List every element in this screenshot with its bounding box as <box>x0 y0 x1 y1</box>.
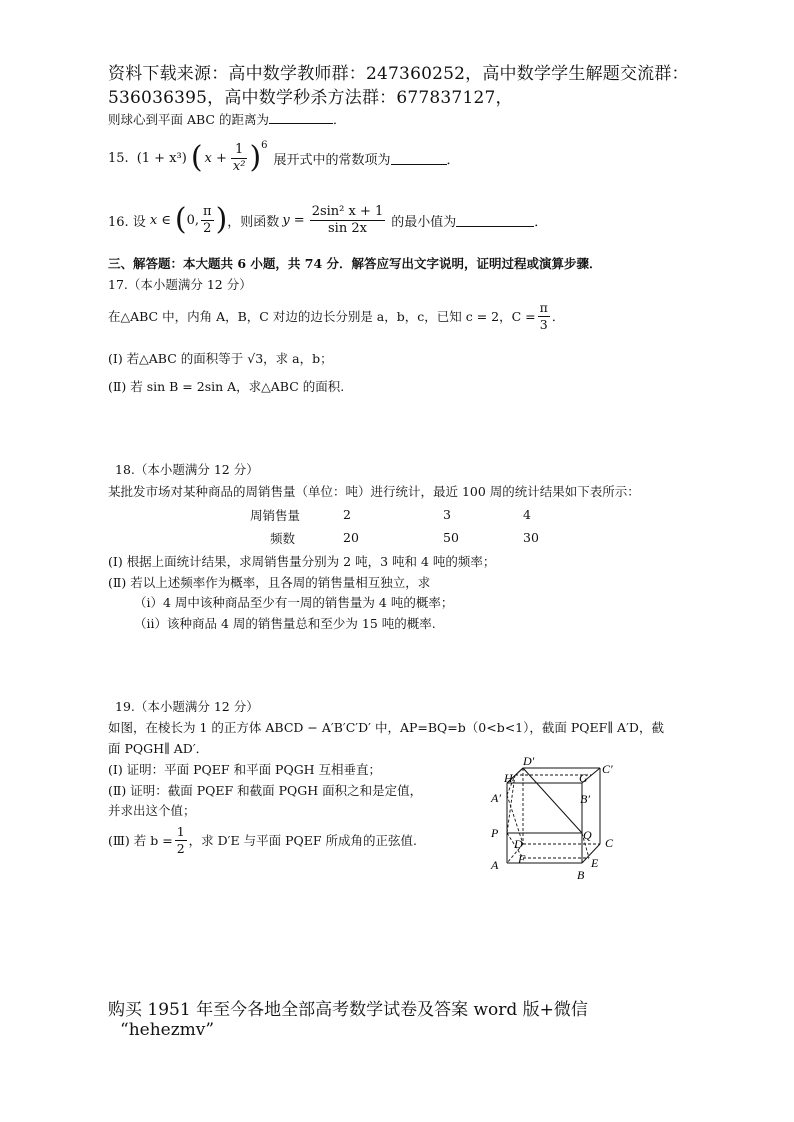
table-cell: 周销售量 <box>250 507 301 523</box>
q15-answer-blank <box>391 152 447 165</box>
question-15: 15. (1 + x³) ( x + $\frac{1}{\text{x²}}$ ) 6 展开式中的常数项为 ． <box>108 140 460 175</box>
header-line-1: 资料下载来源：高中数学教师群：247360252，高中数学学生解题交流群： <box>108 64 689 84</box>
table-cell: 4 <box>523 507 531 522</box>
label-Cp: C′ <box>602 762 613 776</box>
label-E: E <box>591 856 599 870</box>
q16-pi-fraction <box>201 204 214 237</box>
table-cell: 3 <box>443 507 451 522</box>
q16-answer-blank <box>456 214 534 227</box>
q19-part-2a: (Ⅱ) 证明：截面 PQEF 和截面 PQGH 面积之和是定值， <box>108 783 423 798</box>
q15-power: 6 <box>261 140 268 151</box>
q17-c-fraction <box>538 300 550 333</box>
q16-mid: ，则函数 <box>227 214 280 230</box>
label-G: G <box>579 771 588 785</box>
q19-b-den: 2 <box>176 840 185 856</box>
footer-line-2: “hehezmv” <box>120 1020 215 1040</box>
q19-stem-1: 如图，在棱长为 1 的正方体 ABCD − A′B′C′D′ 中，AP=BQ=b（0<b<1），截面 PQEF∥ A′D，截 <box>108 720 664 735</box>
q16-function-fraction <box>310 204 386 237</box>
q18-part-1: (Ⅰ) 根据上面统计结果，求周销售量分别为 2 吨，3 吨和 4 吨的频率； <box>108 554 496 569</box>
q17-stem <box>108 295 564 337</box>
section-3-heading: 三、解答题：本大题共 6 小题，共 74 分．解答应写出文字说明，证明过程或演算步骤． <box>108 256 602 271</box>
label-Dp: D′ <box>523 755 535 768</box>
q16-func-num: 2sin² x + 1 <box>311 203 384 219</box>
q17-c-den: 3 <box>539 316 548 332</box>
q17-stem-end: ． <box>551 309 565 324</box>
q19-stem-2: 面 PQGH∥ AD′． <box>108 741 209 756</box>
q15-frac-den: x² <box>232 158 246 174</box>
label-C: C <box>605 836 614 850</box>
label-F: F <box>518 852 526 866</box>
q14-text: 则球心到平面 ABC 的距离为 <box>108 112 269 127</box>
q14-tail: 则球心到平面 ABC 的距离为 ． <box>108 112 346 127</box>
q15-inner-x: x + <box>204 150 227 166</box>
label-B: B <box>577 868 585 882</box>
q16-pi-num: π <box>203 203 212 219</box>
table-row <box>250 503 539 526</box>
q14-answer-blank <box>269 111 333 124</box>
q17-part-2: (Ⅱ) 若 sin B = 2sin A，求△ABC 的面积. <box>108 379 345 394</box>
q19-title: 19.（本小题满分 12 分） <box>115 699 259 714</box>
table-cell: 20 <box>343 530 359 545</box>
table-cell: 50 <box>443 530 459 545</box>
q18-sub-1: （ⅰ）4 周中该种商品至少有一周的销售量为 4 吨的概率； <box>134 595 454 610</box>
label-Q: Q <box>583 828 592 842</box>
label-D: D <box>514 837 523 851</box>
label-Ap: A′ <box>491 791 501 805</box>
q19-part-1: (Ⅰ) 证明：平面 PQEF 和平面 PQGH 互相垂直； <box>108 762 382 777</box>
q16-pi-den: 2 <box>203 220 212 236</box>
q19-b-fraction <box>175 824 187 857</box>
q17-title: 17.（本小题满分 12 分） <box>108 277 252 292</box>
q19-b-num: 1 <box>176 823 185 839</box>
q17-part-1: (Ⅰ) 若△ABC 的面积等于 √3，求 a，b； <box>108 351 333 366</box>
q15-fraction <box>231 142 248 175</box>
q16-text: 的最小值为 <box>391 214 457 230</box>
q15-text: 展开式中的常数项为 <box>273 152 391 168</box>
q18-title: 18.（本小题满分 12 分） <box>115 462 259 477</box>
q18-frequency-table <box>250 503 539 549</box>
label-H: H <box>504 771 513 785</box>
q16-interval-left: 0, <box>186 212 200 228</box>
table-cell: 2 <box>343 507 351 522</box>
table-cell: 30 <box>523 530 539 545</box>
footer-line-1: 购买 1951 年至今各地全部高考数学试卷及答案 word 版+微信 <box>108 1000 588 1020</box>
q16-y-eq: y = <box>282 212 305 228</box>
q16-condition: x ∈ <box>149 212 171 228</box>
q16-func-den: sin 2x <box>328 220 367 236</box>
edge-DpQ <box>523 768 582 833</box>
label-P: P <box>491 826 499 840</box>
table-row <box>250 526 539 549</box>
q15-left-factor: (1 + x³) <box>136 150 187 166</box>
table-cell: 频数 <box>270 530 296 546</box>
header-line-2: 536036395，高中数学秒杀方法群：677837127， <box>108 88 513 108</box>
q18-stem: 某批发市场对某种商品的周销售量（单位：吨）进行统计，最近 100 周的统计结果如下表所示： <box>108 484 640 499</box>
q18-sub-2: （ⅱ）该种商品 4 周的销售量总和至少为 15 吨的概率. <box>134 616 436 631</box>
q18-part-2: (Ⅱ) 若以上述频率作为概率，且各周的销售量相互独立，求 <box>108 575 431 590</box>
q16-open-paren: ( <box>174 202 187 237</box>
q15-frac-num: 1 <box>231 142 248 159</box>
label-A: A <box>491 858 499 872</box>
label-Bp: B′ <box>580 792 590 806</box>
q17-stem-text: 在△ABC 中，内角 A，B，C 对边的边长分别是 a，b，c，已知 c = 2，C = <box>108 309 536 324</box>
q16-number: 16. 设 <box>108 214 146 230</box>
q19-part-2b: 并求出这个值； <box>108 803 196 818</box>
q19-part-3a: (Ⅲ) 若 b = <box>108 833 173 848</box>
q15-number: 15. <box>108 150 129 166</box>
q15-open-paren: ( <box>190 140 203 175</box>
q17-c-num: π <box>539 299 548 315</box>
question-16: 16. 设 x ∈ ( 0, $\frac{\pi}{2}$ ) ，则函数 y = $\frac{\text{2sin² x + 1}}{\sin 2x}$ 的最小值为 ． <box>108 202 548 237</box>
cube-figure <box>485 755 625 885</box>
q19-part-3b: ，求 D′E 与平面 PQEF 所成角的正弦值. <box>188 833 417 848</box>
q19-part-3 <box>108 820 417 860</box>
q16-close-paren: ) <box>215 202 228 237</box>
q15-close-paren: ) <box>249 140 262 175</box>
